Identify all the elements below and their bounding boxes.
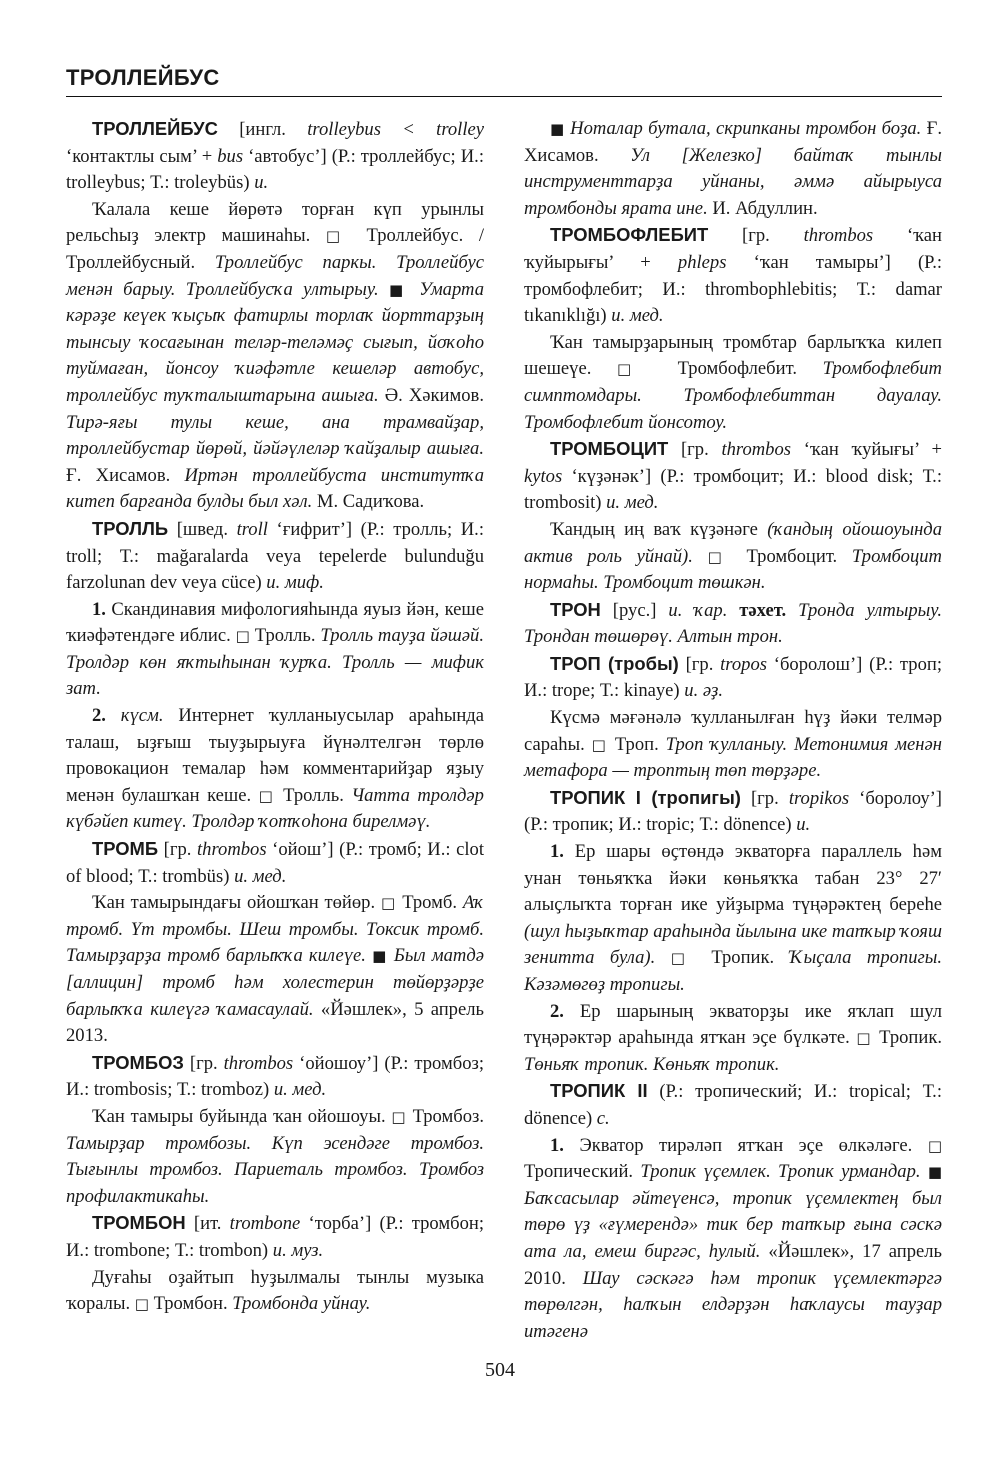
- text-run: ‘ойошоу’] (Р.: тромбоз; И.: trombosis; Т.: tromboz): [66, 1052, 485, 1101]
- text-run: и. муз.: [272, 1239, 324, 1261]
- entry-trombon-entry: [66, 1210, 484, 1264]
- entry-tromboz-def: [66, 1104, 484, 1210]
- marker-icon: ■: [372, 947, 388, 966]
- text-run: ‘ҡан ҡуйығы’ +: [791, 439, 942, 461]
- headword: ТРОМБОЗ: [92, 1051, 184, 1073]
- text-run: [гр.: [668, 439, 722, 461]
- text-run: (Р.: тропический; И.: tropical; Т.: dönence): [524, 1081, 942, 1129]
- text-run: и.: [796, 814, 811, 836]
- text-run: ‘боролош’] (Р.: троп; И.: trope; Т.: kinaye): [524, 653, 942, 702]
- text-run: с.: [596, 1107, 610, 1129]
- text-run: ‘автобус’] (Р.: троллейбус; И.: trolleybus; Т.: troleybüs): [66, 145, 484, 194]
- text-run: Троп ҡулланыу. Метонимия менән метафора — троптың төп төрҙәре.: [524, 733, 942, 782]
- entry-troll-entry: [66, 516, 484, 597]
- text-run: Ер шары өҫтөндә экваторға параллель һәм унан төньяҡҡа йәки көньяҡҡа табан 23° 27′ алыҫлыҡта торған ике уйҙырма түңәрәктең береһе: [524, 841, 942, 916]
- text-run: Шау сәскәгә һәм тропик үҫемлектәргә төрөлгән, һалҡын елдәрҙән һаҡлаусы тауҙар итәгенә: [524, 1267, 943, 1342]
- entry-tromboz-entry: [66, 1050, 484, 1104]
- text-run: ‘ҡан тамыры’] (Р.: тромбофлебит; И.: thrombophlebitis; Т.: damar tıkanıklığı): [524, 251, 943, 327]
- text-run: Умарта кәрәҙе кеүек ҡыҫыҡ фатирлы торлаҡ йорттарҙың тынсыу ҡосағынан теләр-теләмәҫ сығып, йоҡоһо туймаған, йонсоу ҡиәфәтле кешеләр автобус, троллейбус туҡталыштарына ашыға.: [66, 278, 484, 406]
- text-run: ‘күҙәнәк’] (Р.: тромбоцит; И.: blood disk; Т.: trombosit): [524, 465, 942, 514]
- entry-tromb-def: [66, 890, 484, 1050]
- text-run: thrombos: [803, 225, 874, 247]
- marker-icon: □: [391, 1107, 407, 1126]
- marker-icon: □: [258, 786, 276, 805]
- headword: ТРОП (тробы): [550, 652, 679, 674]
- text-run: Тропический.: [524, 1161, 641, 1183]
- entry-trombon-def: [66, 1265, 484, 1318]
- headword: ТРОПИК II: [550, 1080, 648, 1102]
- text-run: М. Садиҡова.: [316, 491, 425, 513]
- text-run: Тамырҙар тромбозы. Күп эсендәге тромбоз. Тығынлы тромбоз. Париеталь тромбоз. Тромбоз профилактикаһы.: [66, 1132, 484, 1207]
- marker-icon: □: [927, 1136, 942, 1155]
- text-run: Тролль.: [249, 625, 321, 647]
- text-run: trolleybus < trolley: [307, 119, 484, 140]
- text-run: [швед.: [168, 518, 237, 540]
- text-run: Тромбофлебит симптомдары. Тромбофлебиттан дауалау. Тромбофлебит йонсотоу.: [524, 358, 942, 433]
- entry-trombocit-def: [524, 517, 942, 597]
- headword: ТРОМБОН: [92, 1212, 186, 1234]
- text-run: Ҡан тамырҙарының тромбтар барлыҡҡа килеп шешеүе.: [524, 331, 942, 380]
- text-run: күсм.: [120, 705, 164, 727]
- running-header-title: ТРОЛЛЕЙБУС: [66, 65, 220, 90]
- text-run: 1.: [92, 598, 106, 620]
- text-run: [106, 705, 121, 726]
- text-run: 1.: [550, 841, 564, 863]
- text-run: Төньяҡ тропик. Көньяҡ тропик.: [524, 1053, 780, 1075]
- text-run: и. мед.: [611, 305, 664, 327]
- text-run: Троллейбус паркы. Троллейбус менән барыу. Троллейбусҡа ултырыу.: [66, 251, 484, 300]
- entry-trop-def: [524, 705, 942, 785]
- text-run: «Йәшлек», 17 апрель 2010.: [524, 1240, 943, 1289]
- text-run: Күсмә мәғәнәлә ҡулланылған һүҙ йәки телмәр сараһы.: [524, 707, 942, 755]
- entry-tromboflebit-def: [524, 330, 942, 436]
- text-run: Ер шарының экваторҙы ике яҡлап шул түңәрәктәр араһында ятҡан эҫе бүлкәте.: [524, 1000, 942, 1049]
- running-header: [66, 62, 942, 97]
- text-run: Троп.: [608, 733, 666, 755]
- right-column: [524, 116, 942, 1345]
- text-run: Ул [Железко] байтаҡ тынлы инструменттарҙа уйнаны, әммә айырыуса тромбонды ярата ине.: [524, 144, 942, 219]
- entry-tron-entry: [524, 597, 942, 651]
- entry-troll-sense-1: [66, 597, 484, 703]
- headword: ТРОЛЛЕЙБУС: [92, 118, 218, 139]
- text-run: [рус.]: [600, 599, 669, 621]
- text-run: Дуғаһы оҙайтып һуҙылмалы тынлы музыка ҡоралы.: [66, 1266, 484, 1315]
- text-run: (шул һыҙыҡтар араһында йылына ике тапҡыр ҡояш зенитта була).: [524, 920, 942, 969]
- text-run: и. мед.: [234, 865, 287, 887]
- left-column: [66, 116, 484, 1318]
- text-run: и.: [254, 172, 269, 194]
- text-run: и. әҙ.: [684, 680, 724, 702]
- text-run: Тролль.: [275, 784, 352, 806]
- text-run: thrombos: [721, 439, 792, 461]
- text-run: Тирә-яғы тулы кеше, ана трамвайҙар, троллейбустар йөрөй, йәйәүлеләр ҡайҙалыр ашыға.: [66, 411, 484, 460]
- text-run: ‘ойош’] (Р.: тромб; И.: clot of blood; Т.: trombüs): [66, 839, 485, 887]
- text-run: Тромбоцит нормаһы. Тромбоцит төшкән.: [524, 545, 942, 594]
- text-run: Иртән троллейбуста институтҡа китеп барғанда булды был хәл.: [66, 464, 485, 513]
- text-run: Экватор тирәләп ятҡан эҫе өлкәләге.: [563, 1134, 928, 1156]
- text-run: и. мед.: [606, 492, 659, 514]
- entry-tromb-entry: [66, 836, 484, 890]
- text-run: 2.: [550, 1000, 564, 1022]
- entry-trombocit-entry: [524, 436, 942, 517]
- text-run: тәхет.: [727, 599, 799, 621]
- text-run: Ҡандың иң ваҡ күҙәнәге: [550, 518, 768, 540]
- text-run: ‘контактлы сым’ +: [66, 145, 218, 167]
- text-run: [ит.: [185, 1213, 230, 1235]
- text-run: Интернет ҡулланыусылар араһында талаш, ыҙғыш тыуҙырыуға йүнәлтелгән төрлө провокацион темалар һәм комментарийҙар яҙыу менән булашҡан кеше.: [66, 705, 484, 806]
- text-run: и. миф.: [266, 572, 324, 594]
- text-run: и. ҡар.: [668, 599, 728, 621]
- marker-icon: □: [616, 360, 653, 379]
- marker-icon: □: [380, 894, 397, 913]
- text-run: Тромбон.: [148, 1293, 233, 1315]
- text-run: Ҡалала кеше йөрөтә торған күп урынлы рельсһыҙ электр машинаһы.: [66, 198, 484, 247]
- text-run: ‘ғифрит’] (Р.: тролль; И.: troll; Т.: mağaralarda veya tepelerde bulunduğu farzolunan dev veya cüce): [66, 518, 484, 594]
- text-run: trombone: [229, 1213, 301, 1235]
- marker-icon: ■: [927, 1163, 942, 1182]
- text-run: Ноталар бутала, скрипканы тромбон боҙа.: [564, 118, 927, 139]
- marker-icon: □: [856, 1029, 873, 1048]
- text-run: kytos: [524, 465, 563, 487]
- entry-tropik1-sense-1: [524, 839, 942, 999]
- text-run: Аҡ тромб. Үт тромбы. Шеш тромбы. Токсик тромб. Тамырҙарҙа тромб барлыҡҡа килеүе.: [66, 892, 484, 967]
- headword: ТРОПИК I (тропигы): [550, 786, 741, 808]
- text-run: Тромбоз.: [406, 1105, 484, 1127]
- text-run: Тромбонда уйнау.: [232, 1293, 371, 1315]
- text-run: И. Абдуллин.: [712, 197, 818, 219]
- marker-icon: □: [707, 547, 732, 566]
- marker-icon: □: [325, 227, 351, 246]
- text-run: ‘боролоу’] (Р.: тропик; И.: tropic; Т.: dönence): [524, 787, 942, 836]
- text-run: Ҡан тамырындағы ойошҡан төйөр.: [92, 892, 381, 914]
- text-run: thrombos: [223, 1052, 294, 1074]
- text-run: [гр.: [183, 1052, 224, 1074]
- text-run: Ғ. Хисамов.: [66, 464, 185, 486]
- text-run: Ҡан тамыры буйында ҡан ойошоуы.: [92, 1105, 392, 1127]
- text-run: [ингл.: [217, 119, 308, 140]
- text-run: [гр.: [158, 839, 198, 861]
- headword: ТРОМБОЦИТ: [550, 438, 669, 460]
- page-number: 504: [485, 1359, 515, 1381]
- text-run: Тромб.: [396, 892, 463, 914]
- headword: ТРОМБОФЛЕБИТ: [550, 224, 709, 246]
- text-run: bus: [217, 145, 244, 167]
- entry-tropik1-sense-2: [524, 999, 942, 1079]
- text-run: phleps: [677, 251, 727, 273]
- marker-icon: □: [235, 627, 250, 646]
- text-run: tropos: [720, 653, 767, 675]
- text-run: Тропик.: [695, 947, 790, 969]
- marker-icon: □: [670, 949, 696, 968]
- entry-trolleybus-def: [66, 197, 484, 516]
- entry-trop-entry: [524, 651, 942, 705]
- marker-icon: □: [134, 1295, 149, 1314]
- marker-icon: ■: [388, 280, 409, 299]
- marker-icon: ■: [550, 120, 565, 138]
- headword: ТРОЛЛЬ: [92, 517, 169, 539]
- text-run: [гр.: [740, 787, 789, 809]
- text-run: и. мед.: [273, 1079, 327, 1101]
- headword: ТРОН: [550, 598, 601, 620]
- text-run: Тронда ултырыу. Трондан төшөрөү. Алтын трон.: [524, 599, 942, 648]
- text-run: [гр.: [708, 225, 804, 247]
- entry-trombon-quote: [524, 116, 942, 222]
- text-run: Тропик.: [872, 1027, 942, 1049]
- text-run: Скандинавия мифологияһында яуыз йән, кеше ҡиәфәтендәге иблис.: [66, 598, 484, 647]
- entry-trolleybus-entry: [66, 116, 484, 197]
- text-run: [гр.: [678, 653, 721, 675]
- text-run: Чатта тролдәр күбәйеп китеү. Тролдәр ҡотҡоһона бирелмәү.: [66, 784, 484, 833]
- text-run: troll: [236, 518, 268, 540]
- entry-tromboflebit-entry: [524, 222, 942, 329]
- entry-tropik2-entry: [524, 1078, 942, 1132]
- text-run: (ҡандың ойошоуында актив роль уйнай).: [524, 518, 943, 567]
- text-run: ‘торба’] (Р.: тромбон; И.: trombone; Т.: trombon): [66, 1213, 484, 1261]
- entry-tropik1-entry: [524, 785, 942, 839]
- text-run: Ә. Хәкимов.: [384, 384, 484, 406]
- text-run: Тролль тауҙа йәшәй. Тролдәр көн яҡтыһынан ҡурҡа. Тролль — мифик зат.: [66, 625, 484, 700]
- headword: ТРОМБ: [92, 838, 159, 860]
- text-run: Был матдә [аллицин] тромб һәм холестерин төйөрҙәрҙе барлыҡҡа килеүгә ҡамасаулай.: [66, 945, 484, 1020]
- text-run: 2.: [92, 705, 106, 727]
- text-run: «Йәшлек», 5 апрель 2013.: [66, 998, 484, 1047]
- marker-icon: □: [591, 735, 609, 754]
- text-run: tropikos: [788, 787, 850, 809]
- text-run: Тромбоцит.: [731, 545, 852, 567]
- text-run: Ҡыҫала тропигы. Кәзәмөгөҙ тропигы.: [524, 947, 943, 995]
- text-run: Баҡсасылар әйтеүенсә, тропик үҫемлектең был төрө үҙ «ғүмерендә» тик бер тапҡыр ғына сәскә ата ла, емеш биргәс, һулый.: [524, 1187, 942, 1262]
- text-run: Тромбофлебит.: [652, 358, 823, 380]
- text-run: Ғ. Хисамов.: [524, 118, 942, 166]
- text-run: Троллейбус. / Троллейбусный.: [66, 225, 484, 273]
- entry-troll-sense-2: [66, 703, 484, 836]
- entry-tropik2-sense-1: [524, 1133, 942, 1346]
- text-run: ‘ҡан ҡуйырығы’ +: [524, 225, 943, 273]
- text-run: Тропик үҫемлек. Тропик урмандар.: [640, 1161, 928, 1183]
- text-run: thrombos: [197, 839, 267, 861]
- text-run: 1.: [550, 1134, 564, 1156]
